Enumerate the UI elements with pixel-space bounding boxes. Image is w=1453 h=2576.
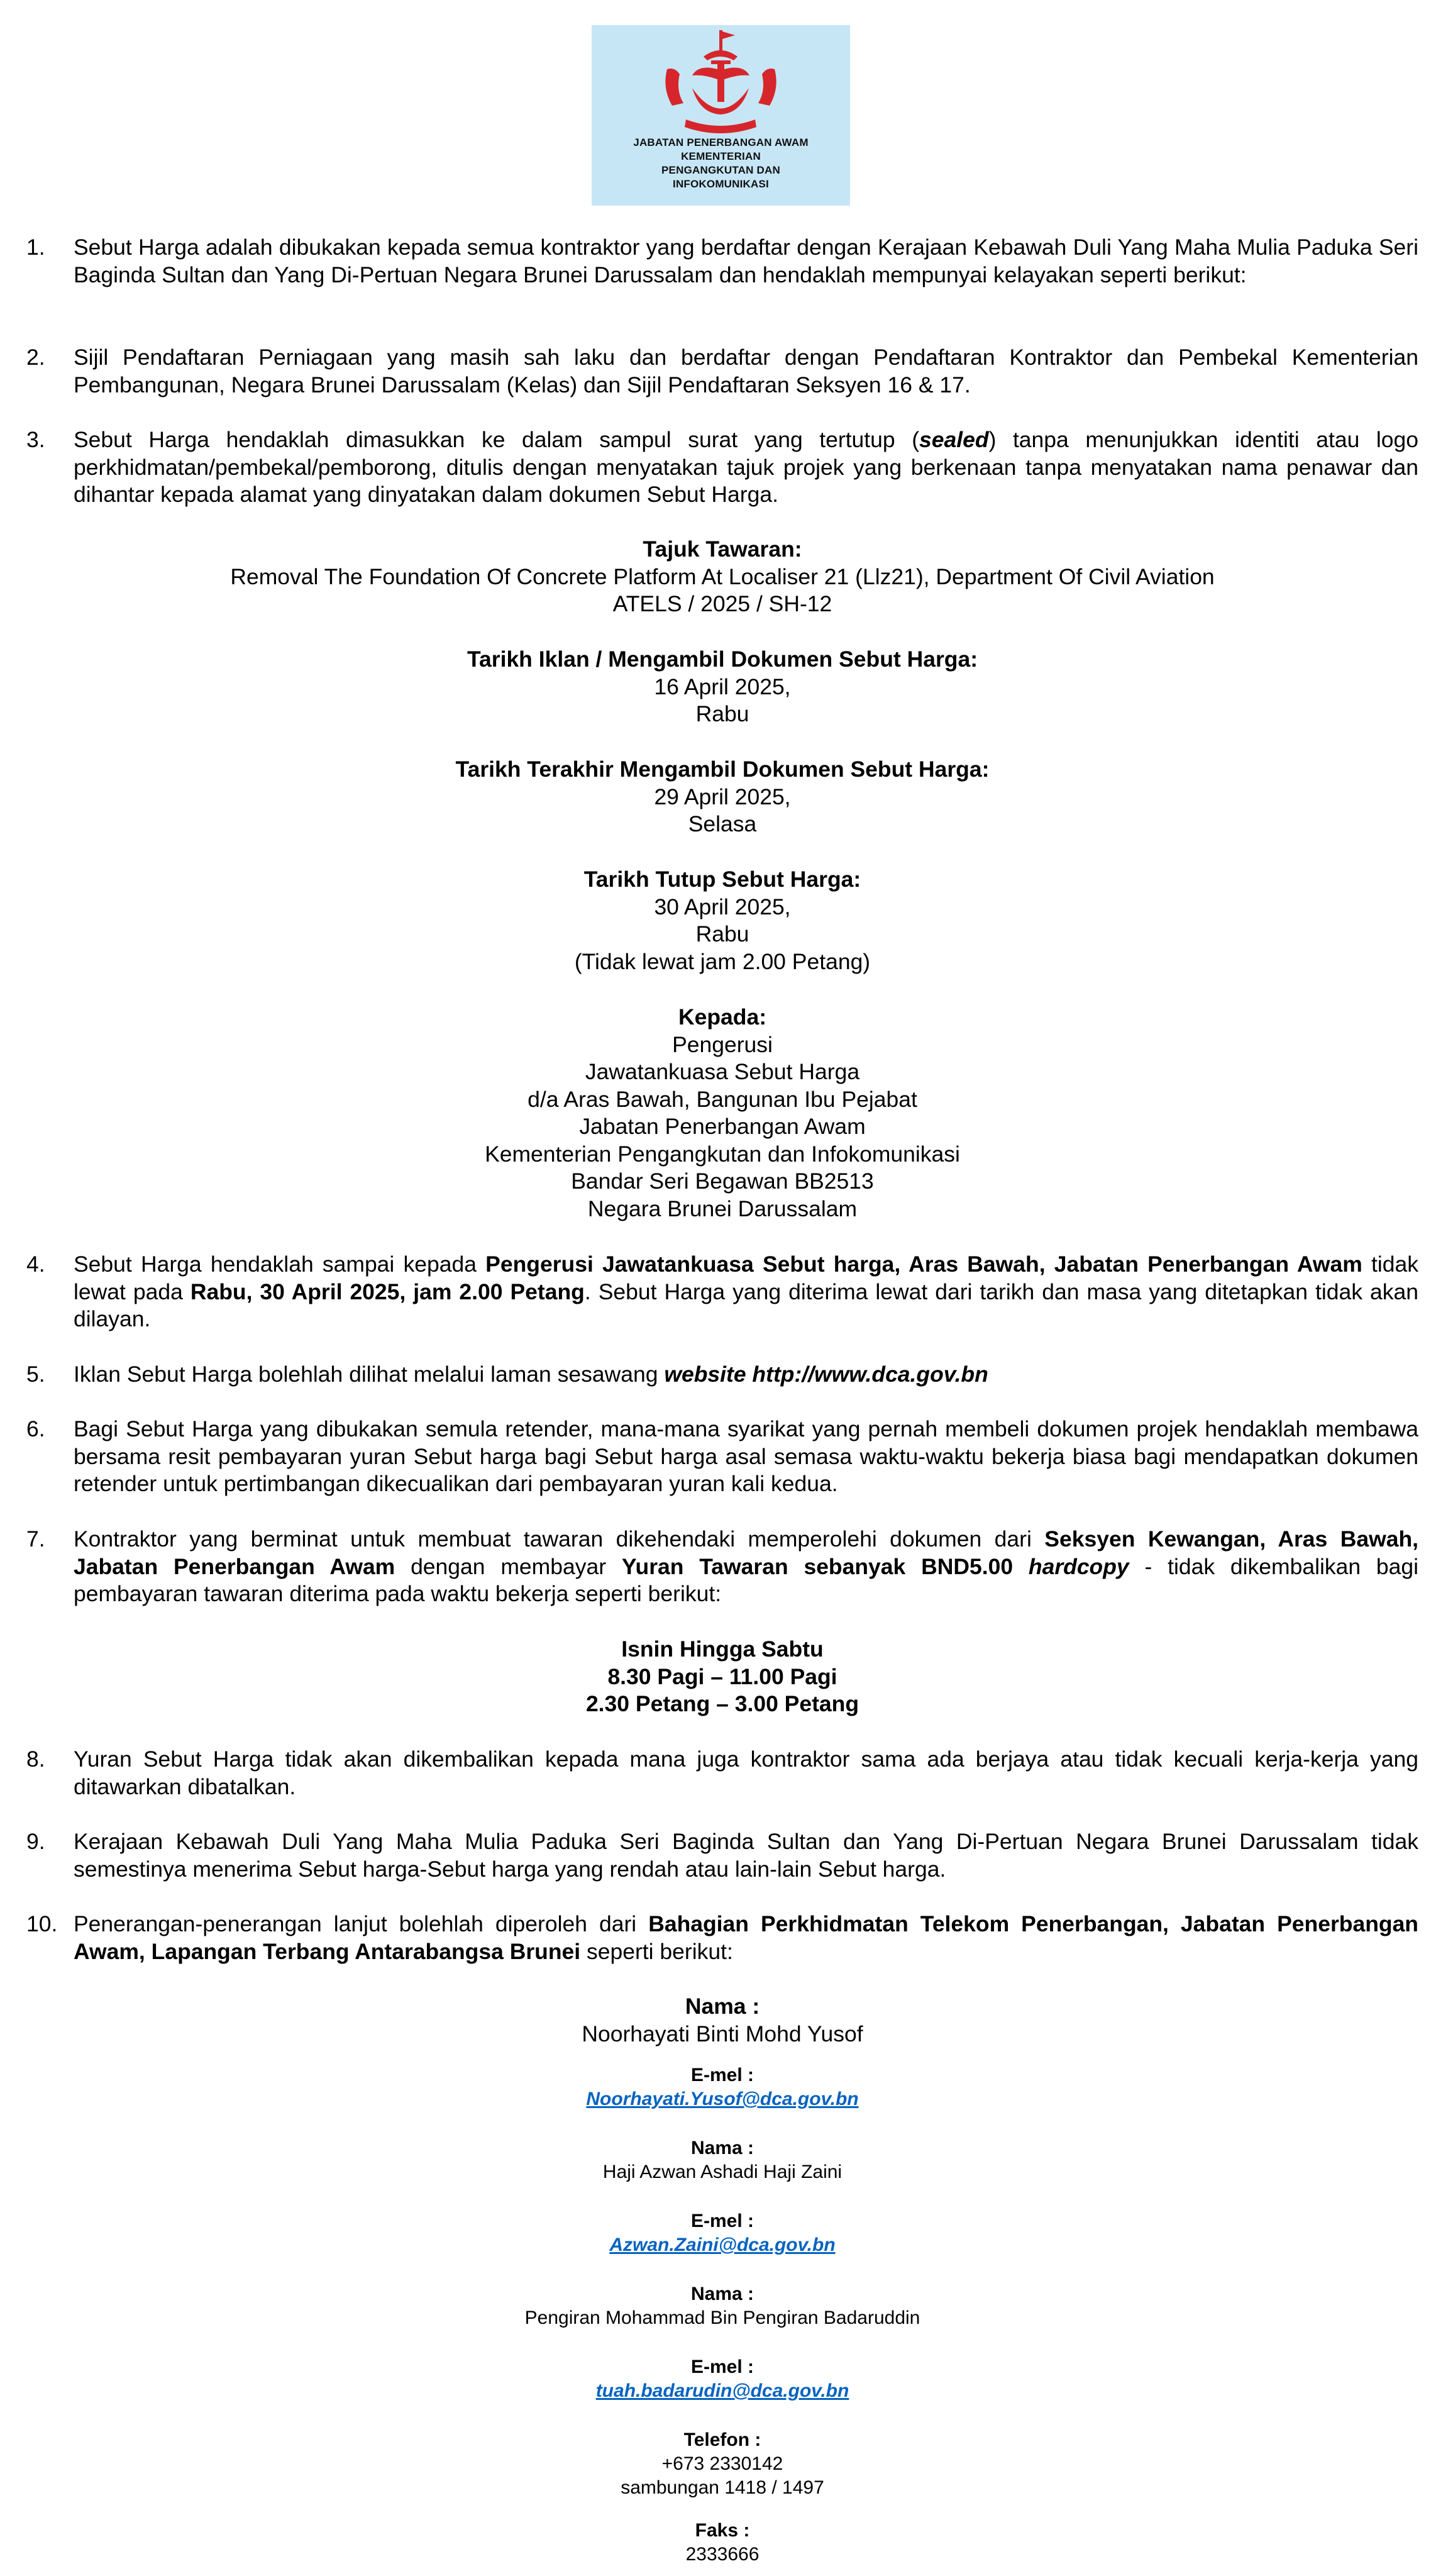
name-label: Nama : [685,1994,760,2019]
text-run: Sebut Harga hendaklah sampai kepada [74,1252,486,1277]
address-label: Kepada: [678,1004,767,1030]
office-hours-block [26,1636,1418,1718]
closing-date-block [26,866,1418,975]
text-bold: Seksyen Kewangan, Aras Bawah, Jabatan Penerbangan Awam [74,1526,1418,1579]
item-number: 4. [26,1252,45,1277]
text-run: tidak lewat pada [74,1252,1418,1304]
contact-3-email-block [26,2355,1418,2403]
hours-line: 2.30 Petang – 3.00 Petang [585,1691,859,1716]
item-number: 3. [26,427,45,452]
closing-date-label: Tarikh Tutup Sebut Harga: [583,867,861,892]
advert-date-label: Tarikh Iklan / Mengambil Dokumen Sebut Harga: [467,647,978,672]
item-number: 7. [26,1526,45,1552]
fax-block [26,2519,1418,2567]
contact-name: Pengiran Mohammad Bin Pengiran Badaruddin [524,2307,920,2328]
website-link[interactable]: website http://www.dca.gov.bn [664,1362,988,1387]
contact-2-email-block [26,2209,1418,2257]
item-text: Sebut Harga adalah dibukakan kepada semua kontraktor yang berdaftar dengan Kerajaan Kebawah Duli Yang Maha Mulia Paduka Seri Baginda Sultan dan Yang Di-Pertuan Negara Brunei Darussalam dan hendaklah mempunyai kelayakan seperti berikut: [74,235,1418,287]
hours-line: Isnin Hingga Sabtu [621,1636,824,1662]
address-line: Negara Brunei Darussalam [587,1196,858,1221]
logo-line: JABATAN PENERBANGAN AWAM [633,136,809,148]
text-emphasis: hardcopy [1028,1553,1129,1579]
fax-number: 2333666 [685,2544,760,2565]
phone-extension: sambungan 1418 / 1497 [621,2477,824,2498]
brunei-crest-emblem-icon [592,25,850,138]
advert-date: 16 April 2025, [654,674,791,699]
item-text [74,1911,1418,1965]
item-number: 2. [26,345,45,370]
item-number: 8. [26,1746,45,1772]
fax-label: Faks : [695,2520,750,2541]
contact-1-email-block [26,2063,1418,2111]
item-number: 6. [26,1416,45,1441]
text-run: ) tanpa menunjukkan identiti atau logo perkhidmatan/pembekal/pemborong, ditulis dengan menyatakan tajuk projek yang berkenaan tanpa menyatakan nama penawar dan dihantar kepada alamat yang dinyatakan dalam dokumen Sebut Harga. [74,427,1418,507]
contact-1-name-block [26,1993,1418,2048]
email-label: E-mel : [690,2065,754,2085]
phone-number: +673 2330142 [661,2453,783,2474]
text-run: Kontraktor yang berminat untuk membuat tawaran dikehendaki memperolehi dokumen dari [74,1526,1045,1552]
logo-caption [592,136,850,191]
logo-line: PENGANGKUTAN DAN [661,164,780,176]
text-run: . Sebut Harga yang diterima lewat dari tarikh dan masa yang ditetapkan tidak akan dilayan. [74,1279,1418,1331]
contact-2-name-block [26,2136,1418,2184]
item-number: 5. [26,1362,45,1387]
phone-block [26,2428,1418,2500]
advert-date-block [26,646,1418,728]
tender-reference: ATELS / 2025 / SH-12 [612,591,832,616]
text-bold: Yuran Tawaran sebanyak BND5.00 [621,1553,1029,1579]
contact-email-link[interactable]: tuah.badarudin@dca.gov.bn [595,2380,849,2401]
contact-name: Haji Azwan Ashadi Haji Zaini [602,2162,843,2182]
email-label: E-mel : [690,2211,754,2231]
item-text [74,1251,1418,1333]
contact-name: Noorhayati Binti Mohd Yusof [582,2021,863,2046]
advert-day: Rabu [695,701,749,726]
item-text [74,1361,1418,1389]
contact-email-link[interactable]: Azwan.Zaini@dca.gov.bn [609,2235,836,2255]
address-block [26,1004,1418,1223]
text-bold: Rabu, 30 April 2025, jam 2.00 Petang [190,1279,585,1304]
hours-line: 8.30 Pagi – 11.00 Pagi [607,1663,837,1689]
last-date: 29 April 2025, [654,784,791,809]
item-number: 1. [26,235,45,260]
text-run: dengan membayar [395,1553,622,1579]
logo-line: INFOKOMUNIKASI [673,178,769,190]
name-label: Nama : [690,2138,754,2158]
item-text [74,1526,1418,1608]
text-run: - tidak dikembalikan bagi pembayaran tawaran diterima pada waktu bekerja seperti berikut: [74,1553,1418,1606]
item-text: Kerajaan Kebawah Duli Yang Maha Mulia Paduka Seri Baginda Sultan dan Yang Di-Pertuan Negara Brunei Darussalam tidak semestinya menerima Sebut harga-Sebut harga yang rendah atau lain-lain Sebut harga. [74,1829,1418,1882]
address-line: d/a Aras Bawah, Bangunan Ibu Pejabat [528,1086,917,1112]
contact-3-name-block [26,2282,1418,2330]
address-line: Bandar Seri Begawan BB2513 [571,1169,874,1194]
dca-logo [592,25,850,206]
closing-date: 30 April 2025, [654,894,791,919]
address-line: Kementerian Pengangkutan dan Infokomunikasi [485,1141,960,1167]
text-run: Penerangan-penerangan lanjut bolehlah diperoleh dari [74,1911,649,1936]
text-run: seperti berikut: [580,1938,733,1964]
last-date-label: Tarikh Terakhir Mengambil Dokumen Sebut Harga: [455,757,990,782]
item-text [74,426,1418,509]
address-line: Jawatankuasa Sebut Harga [585,1059,860,1084]
last-date-block [26,756,1418,838]
text-bold: Bahagian Perkhidmatan Telekom Penerbangan, Jabatan Penerbangan Awam, Lapangan Terbang Antarabangsa Brunei [74,1911,1418,1964]
item-text: Sijil Pendaftaran Perniagaan yang masih sah laku dan berdaftar dengan Pendaftaran Kontraktor dan Pembekal Kementerian Pembangunan, Negara Brunei Darussalam (Kelas) dan Sijil Pendaftaran Seksyen 16 & 17. [74,345,1418,397]
contact-email-link[interactable]: Noorhayati.Yusof@dca.gov.bn [586,2089,859,2109]
last-day: Selasa [688,811,757,836]
text-run: Sebut Harga hendaklah dimasukkan ke dalam sampul surat yang tertutup ( [74,427,920,452]
address-line: Jabatan Penerbangan Awam [579,1114,866,1139]
closing-time: (Tidak lewat jam 2.00 Petang) [574,948,871,974]
email-label: E-mel : [690,2357,754,2377]
item-number: 10. [26,1911,58,1936]
item-number: 9. [26,1829,45,1854]
closing-day: Rabu [695,921,749,947]
tender-title-value: Removal The Foundation Of Concrete Platform At Localiser 21 (Llz21), Department Of Civil Aviation [230,564,1215,589]
name-label: Nama : [690,2284,754,2304]
item-text: Bagi Sebut Harga yang dibukakan semula retender, mana-mana syarikat yang pernah membeli dokumen projek hendaklah membawa bersama resit pembayaran yuran Sebut harga bagi Sebut harga asal semasa waktu-waktu bekerja biasa bagi mendapatkan dokumen retender untuk pertimbangan dikecualikan dari pembayaran yuran kali kedua. [74,1416,1418,1496]
logo-line: KEMENTERIAN [681,150,761,162]
tender-title-label: Tajuk Tawaran: [643,536,802,562]
text-emphasis: sealed [919,427,989,452]
address-line: Pengerusi [672,1031,773,1057]
text-run: Iklan Sebut Harga bolehlah dilihat melalui laman sesawang [74,1362,665,1387]
tender-title-block [26,536,1418,618]
phone-label: Telefon : [683,2429,761,2450]
text-bold: Pengerusi Jawatankuasa Sebut harga, Aras Bawah, Jabatan Penerbangan Awam [485,1252,1362,1277]
item-text: Yuran Sebut Harga tidak akan dikembalikan kepada mana juga kontraktor sama ada berjaya atau tidak kecuali kerja-kerja yang ditawarkan dibatalkan. [74,1746,1418,1799]
